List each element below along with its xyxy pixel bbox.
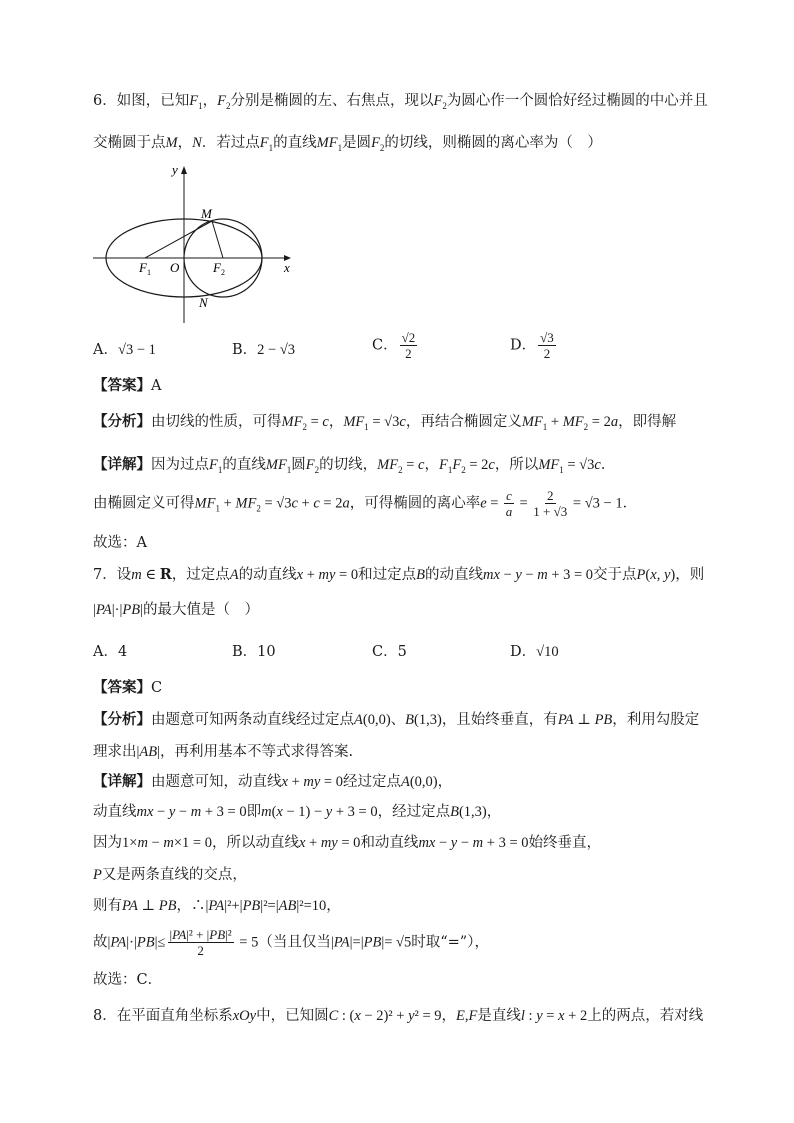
f2-label: $F_2$ xyxy=(213,260,225,277)
q6-option-b: B．2 − √3 xyxy=(232,342,296,358)
q7-analysis: 【分析】由题意可知两条动直线经过定点A(0,0)、B(1,3)，且始终垂直，有PA ⊥ PB，利用勾股定 xyxy=(93,711,700,728)
q6-choice: 故选：A xyxy=(93,535,147,551)
q8-line1: 8．在平面直角坐标系xOy中，已知圆C : (x − 2)² + y² = 9，E,F是直线l : y = x + 2上的两点，若对线 xyxy=(93,1008,704,1024)
q7-detail-5: 则有PA ⊥ PB，∴|PA|²+|PB|²=|AB|²=10， xyxy=(93,898,341,914)
y-axis-arrow xyxy=(181,166,187,174)
f1-label: $F_1$ xyxy=(139,260,151,277)
q6-option-d: D． $\frac{√3}{2}$ xyxy=(510,330,554,361)
q7-line1: 7．设m ∈ R，过定点A的动直线x + my = 0和过定点B的动直线mx − y − m + 3 = 0交于点P(x, y)，则 xyxy=(93,566,705,583)
q7-detail-6: 故|PA|·|PB|≤ $\frac{\text{|PA|² + |PB|²}}{2}$ = 5（当且仅当|PA|=|PB|= √5时取“=”）， xyxy=(93,927,489,958)
q7-analysis-2: 理求出|AB|，再利用基本不等式求得答案. xyxy=(93,744,354,760)
q7-line2: |PA|·|PB|的最大值是（ ） xyxy=(93,602,260,618)
q6-answer: 【答案】A xyxy=(93,377,162,394)
q6-option-a: A．√3 − 1 xyxy=(93,342,156,358)
line-mf1 xyxy=(145,221,212,258)
ellipse-figure xyxy=(93,160,308,328)
x-label: x xyxy=(284,260,290,275)
q7-detail-2: 动直线mx − y − m + 3 = 0即m(x − 1) − y + 3 = 0，经过定点B(1,3)， xyxy=(93,804,502,820)
line-mf2 xyxy=(212,221,223,258)
q6-detail: 【详解】因为过点$F_1$的直线$MF_1$圆$F_2$的切线，$MF_2 = c$，$F_1F_2 = 2c$，所以$MF_1 = √3c$． xyxy=(93,456,616,475)
q7-detail-4: P又是两条直线的交点， xyxy=(93,867,247,883)
q6-option-c: C． $\frac{√2}{2}$ xyxy=(372,330,416,361)
y-label: y xyxy=(172,162,178,177)
q7-option-c: C．5 xyxy=(372,644,407,660)
q7-answer: 【答案】C xyxy=(93,679,163,696)
q7-detail: 【详解】由题意可知，动直线x + my = 0经过定点A(0,0)， xyxy=(93,773,453,790)
q7-option-b: B．10 xyxy=(232,644,276,660)
q6-line2: 交椭圆于点M，N．若过点$F_1$的直线$MF_1$是圆$F_2$的切线，则椭圆的离心率为（ ） xyxy=(93,135,602,153)
q6-analysis: 【分析】由切线的性质，可得$MF_2 = c$，$MF_1 = √3c$，再结合椭圆定义$MF_1 + MF_2 = 2a$，即得解 xyxy=(93,413,677,432)
q6-detail-2: 由椭圆定义可得$MF_1 + MF_2 = √3c + c = 2a$，可得椭圆的离心率e = $\frac{c}{a}$ = $\frac{2}{1 + √3}$ = √3 − 1． xyxy=(93,488,638,519)
q7-choice: 故选：C． xyxy=(93,972,163,988)
q7-option-d: D．√10 xyxy=(510,644,559,660)
m-label: M xyxy=(201,206,212,221)
q6-line1: 6．如图，已知$F_1$，$F_2$分别是椭圆的左、右焦点，现以$F_2$为圆心作一个圆恰好经过椭圆的中心并且 xyxy=(93,93,708,111)
q7-detail-3: 因为1×m − m×1 = 0，所以动直线x + my = 0和动直线mx − y − m + 3 = 0始终垂直， xyxy=(93,835,602,851)
q7-option-a: A．4 xyxy=(93,644,128,660)
o-label: O xyxy=(170,260,180,275)
n-label: N xyxy=(199,295,208,310)
